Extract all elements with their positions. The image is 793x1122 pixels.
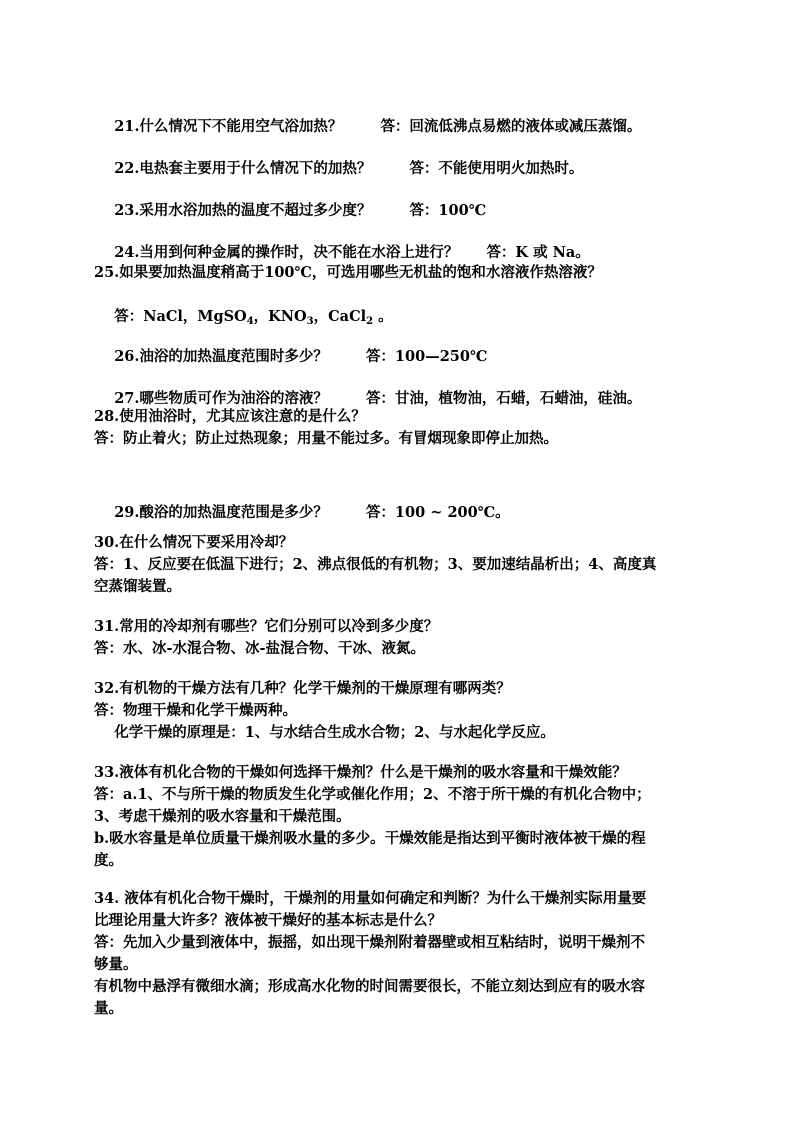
- answer-27: 答：甘油，植物油，石蜡，石蜡油，硅油。: [365, 390, 642, 407]
- answer-30-line-2: 空蒸馏装置。: [94, 578, 181, 595]
- question-22: 22.电热套主要用于什么情况下的加热？: [114, 160, 372, 177]
- answer-33-line-2: 3、考虑干燥剂的吸水容量和干燥范围。: [94, 808, 351, 825]
- answer-23: 答：100℃: [409, 202, 487, 219]
- answer-26: 答：100—250℃: [365, 348, 488, 365]
- question-24: 24.当用到何种金属的操作时，决不能在水浴上进行？: [114, 244, 459, 261]
- question-30: 30.在什么情况下要采用冷却？: [94, 534, 294, 551]
- answer-33-line-4: 度。: [94, 852, 123, 869]
- answer-34-line-2: 够量。: [94, 956, 138, 973]
- question-33: 33.液体有机化合物的干燥如何选择干燥剂？什么是干燥剂的吸水容量和干燥效能？: [94, 764, 627, 781]
- question-27: 27.哪些物质可作为油浴的溶液？: [114, 390, 328, 407]
- answer-25: 答：NaCl，MgSO$_4$，$KNO_3$，CaCl$_2$ 。: [114, 308, 393, 327]
- answer-30-line-1: 答：1、反应要在低温下进行；2、沸点很低的有机物；3、要加速结晶析出；4、高度真: [94, 556, 657, 573]
- question-34-line-1: 34. 液体有机化合物干燥时，干燥剂的用量如何确定和判断？为什么干燥剂实际用量要: [94, 890, 647, 907]
- question-28: 28.使用油浴时，尤其应该注意的是什么？: [94, 408, 366, 425]
- answer-24: 答：K 或 Na。: [486, 244, 590, 261]
- answer-32-line-1: 答：物理干燥和化学干燥两种。: [94, 702, 297, 719]
- question-26: 26.油浴的加热温度范围时多少？: [114, 348, 328, 365]
- answer-34-line-4: 量。: [94, 1000, 123, 1017]
- question-23: 23.采用水浴加热的温度不超过多少度？: [114, 202, 372, 219]
- answer-32-line-2: 化学干燥的原理是：1、与水结合生成水合物；2、与水起化学反应。: [94, 724, 555, 741]
- answer-31: 答：水、冰-水混合物、冰-盐混合物、干冰、液氮。: [94, 640, 426, 657]
- answer-28: 答：防止着火；防止过热现象；用量不能过多。有冒烟现象即停止加热。: [94, 430, 558, 447]
- answer-34-line-3: 有机物中悬浮有微细水滴；形成高水化物的时间需要很长，不能立刻达到应有的吸水容: [94, 978, 645, 995]
- question-21: 21.什么情况下不能用空气浴加热？: [114, 118, 343, 135]
- question-32: 32.有机物的干燥方法有几种？化学干燥剂的干燥原理有哪两类？: [94, 680, 511, 697]
- answer-33-line-1: 答：a.1、不与所干燥的物质发生化学或催化作用；2、不溶于所干燥的有机化合物中；: [94, 786, 651, 803]
- answer-29: 答：100 ~ 200℃。: [365, 504, 510, 521]
- answer-21: 答：回流低沸点易燃的液体或减压蒸馏。: [380, 118, 642, 135]
- answer-33-line-3: b.吸水容量是单位质量干燥剂吸水量的多少。干燥效能是指达到平衡时液体被干燥的程: [94, 830, 646, 847]
- question-31: 31.常用的冷却剂有哪些？它们分别可以冷到多少度？: [94, 618, 439, 635]
- answer-22: 答：不能使用明火加热时。: [409, 160, 584, 177]
- answer-34-line-1: 答：先加入少量到液体中，振摇，如出现干燥剂附着器壁或相互粘结时，说明干燥剂不: [94, 934, 645, 951]
- question-25: 25.如果要加热温度稍高于100℃，可选用哪些无机盐的饱和水溶液作热溶液？: [94, 264, 602, 281]
- question-34-line-2: 比理论用量大许多？液体被干燥好的基本标志是什么？: [94, 912, 442, 929]
- question-29: 29.酸浴的加热温度范围是多少？: [114, 504, 328, 521]
